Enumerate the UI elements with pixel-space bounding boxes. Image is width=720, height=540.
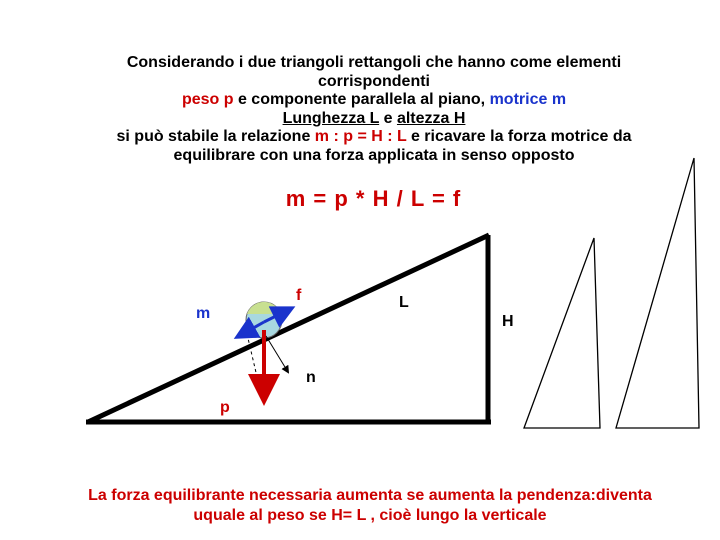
label-n: n: [306, 369, 316, 386]
intro-line-6: equilibrare con una forza applicata in senso opposto: [173, 146, 575, 164]
footer-line-2: uquale al peso se H= L , cioè lungo la verticale: [193, 507, 547, 524]
label-L: L: [399, 294, 409, 311]
intro-peso-p: peso p: [181, 91, 234, 108]
reference-triangle-tall: [616, 158, 699, 428]
label-f: f: [296, 287, 302, 304]
intro-line-4-mid: e: [379, 109, 397, 127]
footer-text: [20, 486, 720, 526]
incline-hypotenuse: [88, 235, 489, 422]
footer-line-1: La forza equilibrante necessaria aumenta se aumenta la pendenza:diventa: [88, 487, 652, 504]
formula: m = p * H / L = f: [285, 186, 462, 211]
intro-proportion: m : p = H : L: [314, 128, 407, 145]
intro-motrice-m: motrice m: [489, 91, 567, 108]
intro-line-2: corrispondenti: [317, 72, 430, 90]
intro-line-3-mid: e componente parallela al piano,: [233, 91, 490, 108]
intro-line-5-a: si può stabile la relazione: [116, 128, 315, 145]
intro-lunghezza-l: Lunghezza L: [282, 109, 380, 127]
label-m: m: [196, 305, 211, 322]
label-p: p: [220, 399, 230, 416]
intro-line-1: Considerando i due triangoli rettangoli che hanno come elementi: [126, 54, 622, 71]
normal-component-arrow: [266, 336, 288, 372]
intro-line-5-b: e ricavare la forza motrice da: [406, 128, 632, 145]
label-H: H: [502, 313, 514, 330]
reference-triangle-medium: [524, 238, 600, 428]
intro-altezza-h: altezza H: [396, 109, 466, 127]
